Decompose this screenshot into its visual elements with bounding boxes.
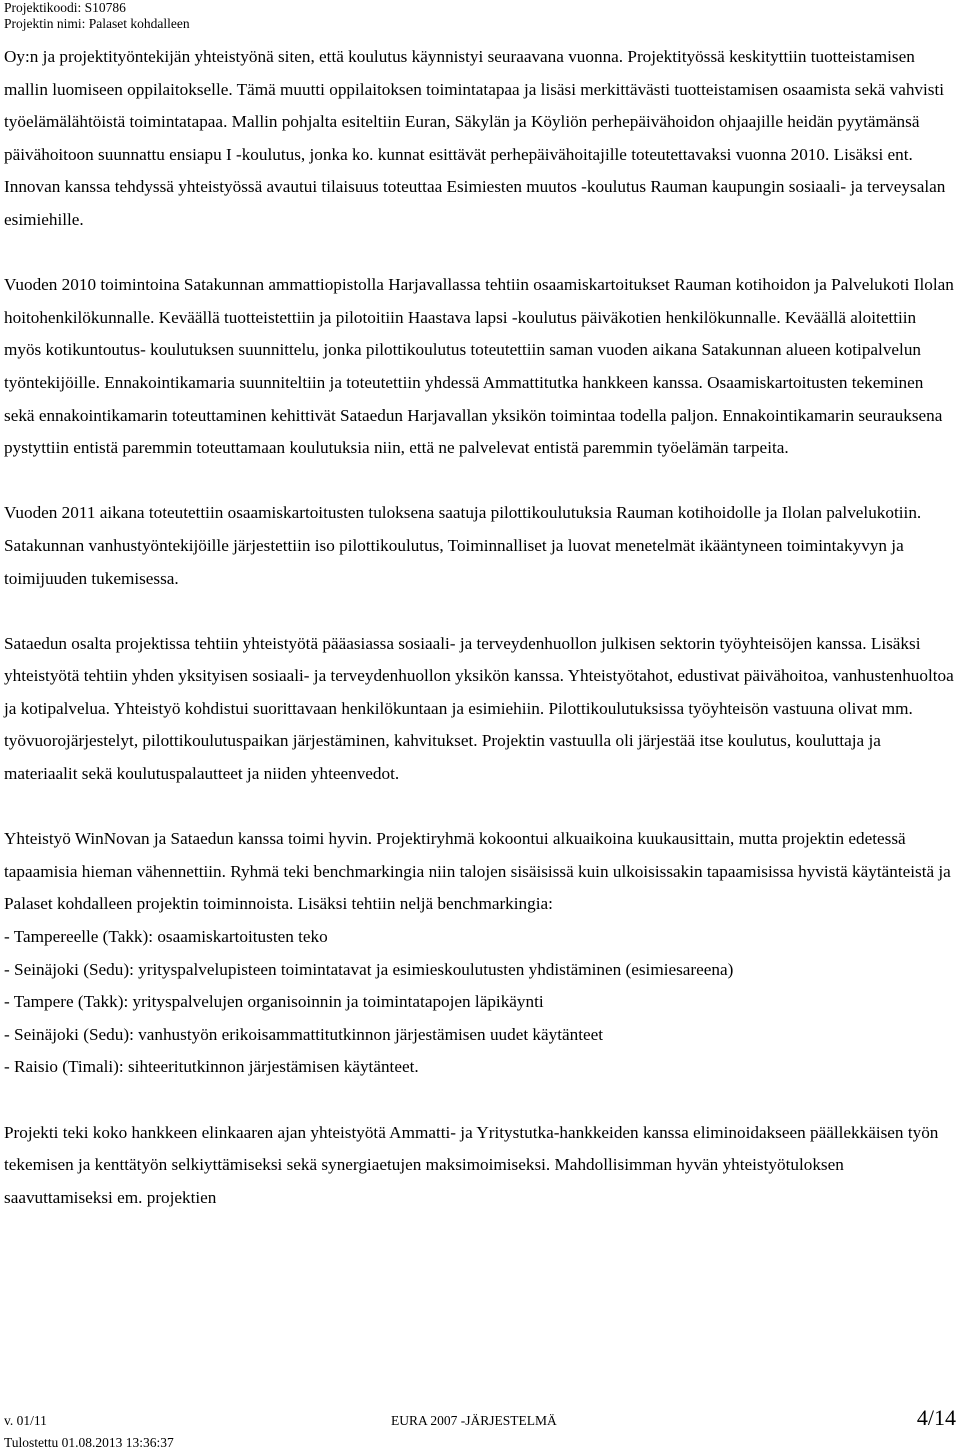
paragraph-3: Vuoden 2011 aikana toteutettiin osaamiskartoitusten tuloksena saatuja pilottikoulutuksia Rauman kotihoidolle ja Ilolan palvelukotiin. Satakunnan vanhustyöntekijöille järjestettiin iso pilottikoulutus, Toiminnalliset ja luovat menetelmät ikääntyneen toimintakyvyn ja toimijuuden tukemisessa. <box>4 503 922 588</box>
list-item: - Tampereelle (Takk): osaamiskartoitusten teko <box>4 927 328 947</box>
paragraph-5: Yhteistyö WinNovan ja Sataedun kanssa toimi hyvin. Projektiryhmä kokoontui alkuaikoina kuukausittain, mutta projektin edetessä tapaamisia hieman vähennettiin. Ryhmä teki benchmarkingia niin talojen sisäisissä kuin ulkoisissakin tapaamisissa hyvistä käytänteistä ja Palaset kohdalleen projektin toiminnoista. Lisäksi tehtiin neljä benchmarkingia: <box>4 829 951 914</box>
paragraph-4: Sataedun osalta projektissa tehtiin yhteistyötä pääasiassa sosiaali- ja terveydenhuollon julkisen sektorin työyhteisöjen kanssa. Lisäksi yhteistyötä tehtiin yhden yksityisen sosiaali- ja terveydenhuollon yksikön kanssa. Yhteistyötahot, edustivat päivähoitoa, vanhustenhuoltoa ja kotipalvelua. Yhteistyö kohdistui suorittavaan henkilökuntaan ja esimiehiin. Pilottikoulutuksissa työyhteisön vastuuna olivat mm. työvuorojärjestelyt, pilottikoulutuspaikan järjestäminen, kahvitukset. Projektin vastuulla oli järjestää itse koulutus, kouluttaja ja materiaalit sekä koulutuspalautteet ja niiden yhteenvedot. <box>4 633 954 784</box>
paragraph-6: Projekti teki koko hankkeen elinkaaren ajan yhteistyötä Ammatti- ja Yritystutka-hankkeiden kanssa eliminoidakseen päällekkäisen työn tekemisen ja kenttätyön selkiyttämiseksi sekä synergiaetujen maksimoimiseksi. Mahdollisimman hyvän yhteistyötuloksen saavuttamiseksi em. projektien <box>4 1122 939 1207</box>
printed-timestamp: Tulostettu 01.08.2013 13:36:37 <box>4 1435 174 1450</box>
project-code: Projektikoodi: S10786 <box>4 0 126 15</box>
footer-meta <box>4 1410 174 1454</box>
list-item: - Tampere (Takk): yrityspalvelujen organisoinnin ja toimintatapojen läpikäynti <box>4 992 544 1012</box>
system-name: EURA 2007 -JÄRJESTELMÄ <box>391 1413 557 1428</box>
paragraph-2: Vuoden 2010 toimintoina Satakunnan ammattiopistolla Harjavallassa tehtiin osaamiskartoitukset Rauman kotihoidon ja Palvelukoti Ilolan hoitohenkilökunnalle. Keväällä tuotteistettiin ja pilotoitiin Haastava lapsi -koulutus päiväkotien henkilökunnalle. Keväällä aloitettiin myös kotikuntoutus- koulutuksen suunnittelu, jonka pilottikoulutus toteutettiin saman vuoden aikana Satakunnan alueen kotipalvelun työntekijöille. Ennakointikamaria suunniteltiin ja toteutettiin yhdessä Ammattitutka hankkeen kanssa. Osaamiskartoitusten tekeminen sekä ennakointikamarin toteuttaminen kehittivät Sataedun Harjavallan yksikön toimintaa todella paljon. Ennakointikamarin seurauksena pystyttiin entistä paremmin toteuttamaan koulutuksia niin, että ne palvelevat entistä paremmin työelämän tarpeita. <box>4 275 954 458</box>
page-number: 4/14 <box>916 1405 956 1430</box>
document-body <box>4 41 954 1214</box>
version-label: v. 01/11 <box>4 1413 47 1428</box>
benchmark-list <box>4 921 954 1084</box>
list-item: - Seinäjoki (Sedu): vanhustyön erikoisammattitutkinnon järjestämisen uudet käytänteet <box>4 1024 604 1044</box>
list-item: - Seinäjoki (Sedu): yrityspalvelupisteen toimintatavat ja esimieskoulutusten yhdistäminen (esimiesareena) <box>4 959 734 979</box>
page-header <box>4 0 190 32</box>
list-item: - Raisio (Timali): sihteeritutkinnon järjestämisen käytänteet. <box>4 1057 419 1077</box>
project-name: Projektin nimi: Palaset kohdalleen <box>4 16 190 31</box>
paragraph-1: Oy:n ja projektityöntekijän yhteistyönä siten, että koulutus käynnistyi seuraavana vuonna. Projektityössä keskityttiin tuotteistamisen mallin luomiseen oppilaitokselle. Tämä muutti oppilaitoksen toimintatapaa ja lisäsi merkittävästi tuotteistamisen osaamista sekä vahvisti työelämälähtöistä toimintatapaa. Mallin pohjalta esiteltiin Euran, Säkylän ja Köyliön perhepäivähoidon ohjaajille heidän pyytämänsä päivähoitoon suunnattu ensiapu I -koulutus, jonka ko. kunnat esittävät perhepäivähoitajille toteutettavaksi vuonna 2010. Lisäksi ent. Innovan kanssa tehdyssä yhteistyössä avautui tilaisuus toteuttaa Esimiesten muutos -koulutus Rauman kaupungin sosiaali- ja terveysalan esimiehille. <box>4 47 946 229</box>
page-footer <box>4 1404 956 1448</box>
